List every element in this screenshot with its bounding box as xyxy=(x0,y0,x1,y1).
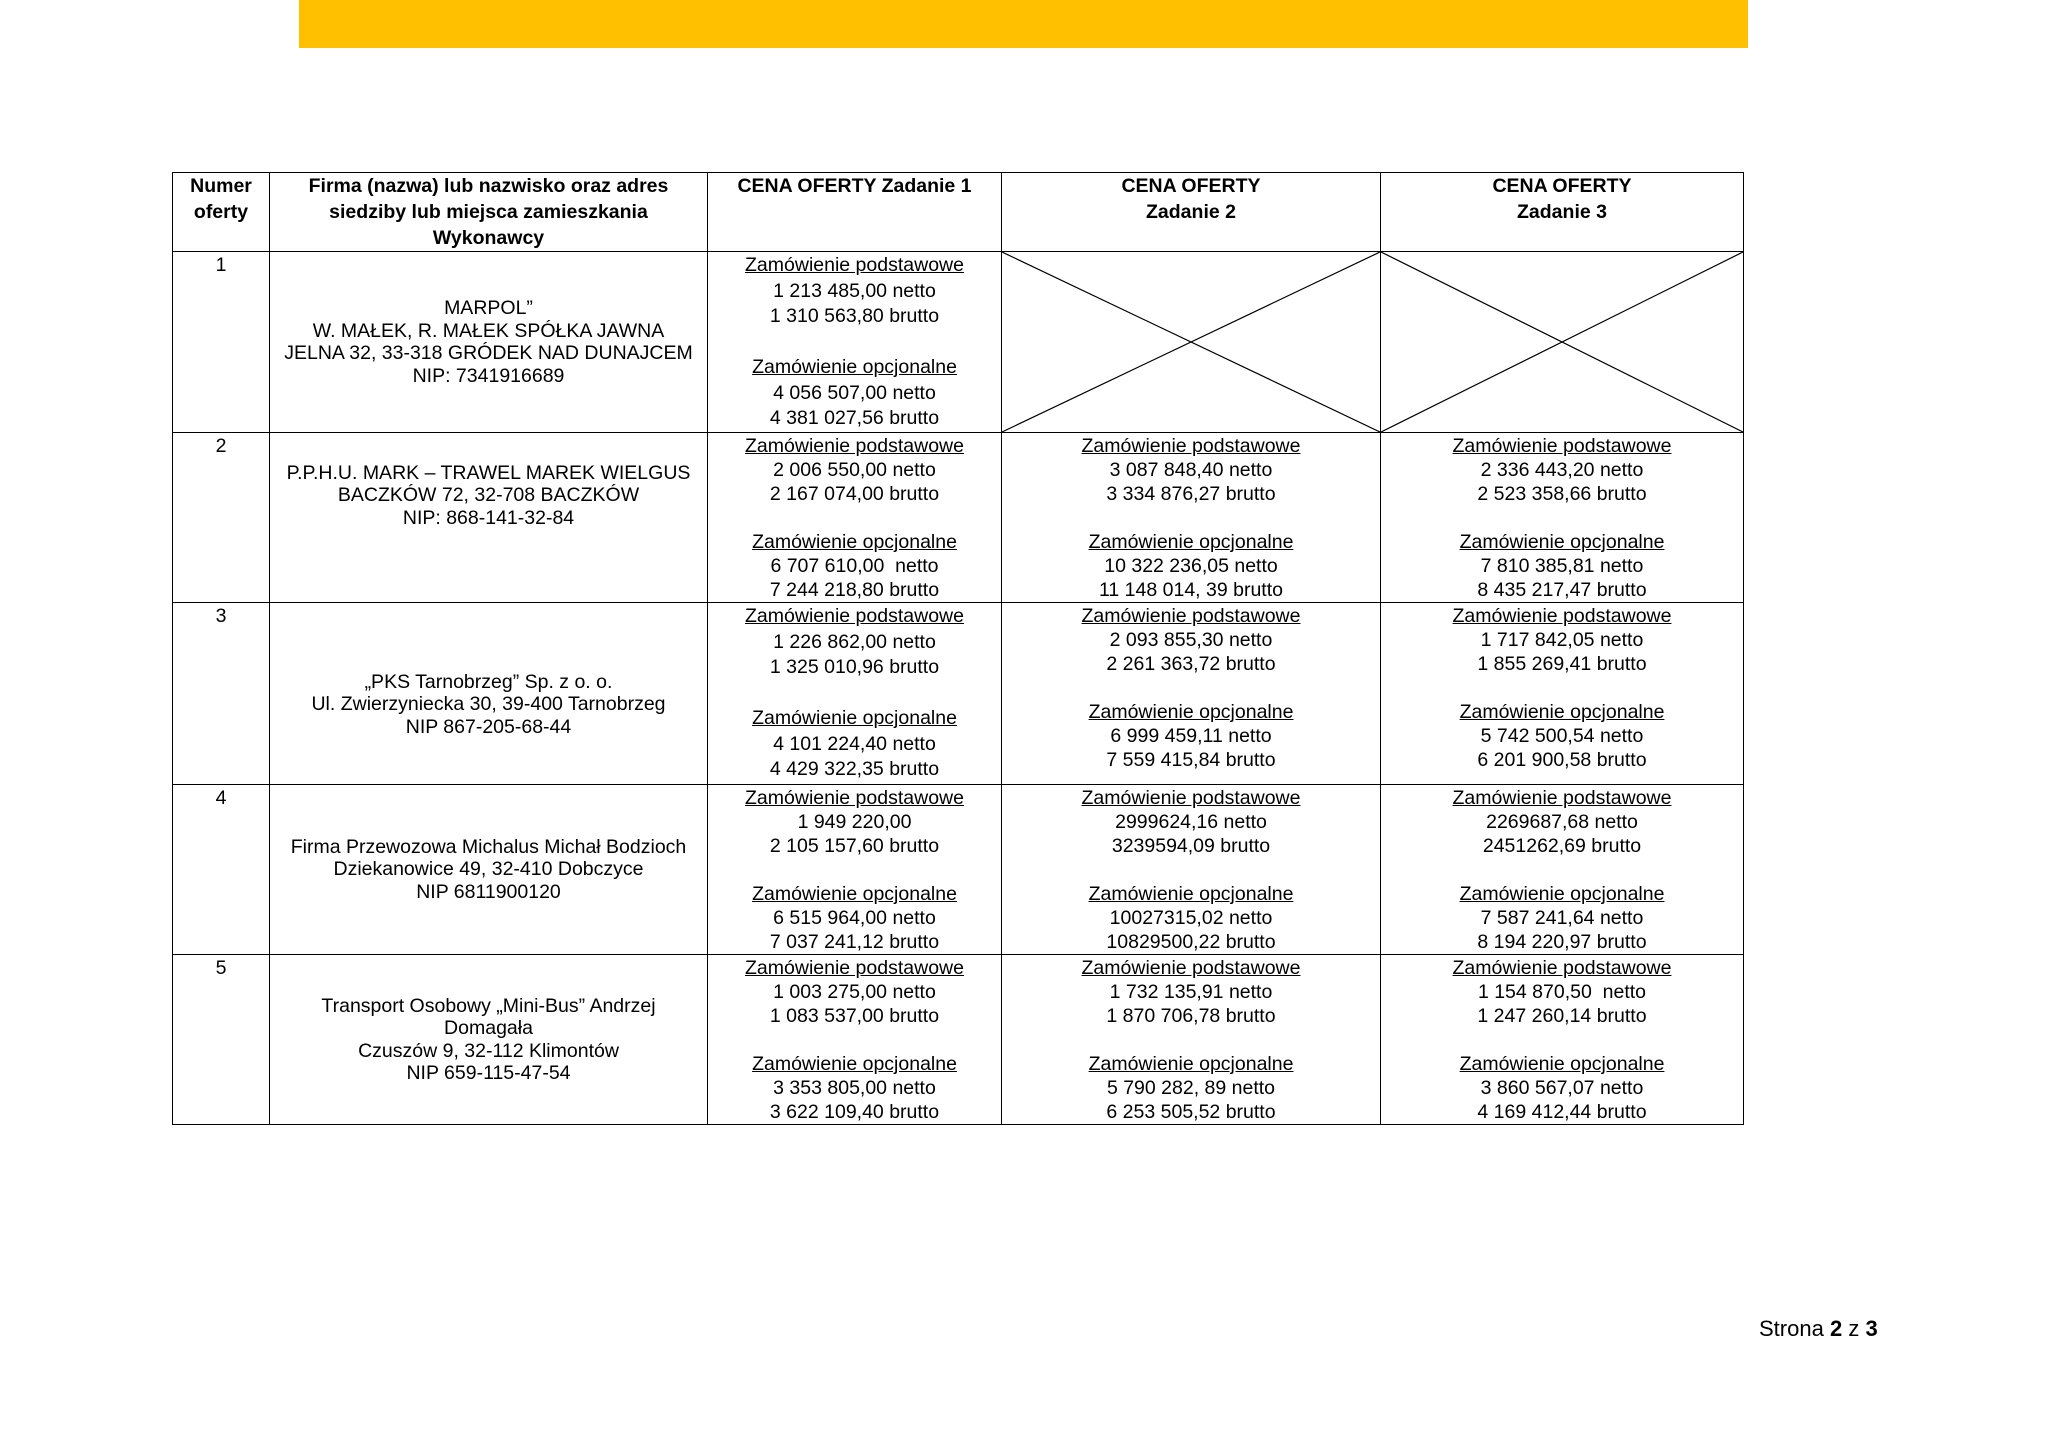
basic-gross-price: 2 261 363,72 brutto xyxy=(1106,653,1276,675)
optional-net-price: 4 101 224,40 netto xyxy=(773,732,936,755)
company-address-line: BACZKÓW 72, 32-708 BACZKÓW xyxy=(337,484,640,507)
offer-number: 5 xyxy=(215,957,227,979)
basic-gross-price: 2451262,69 brutto xyxy=(1482,835,1642,857)
optional-net-price: 6 707 610,00 netto xyxy=(770,555,939,577)
spacer xyxy=(1002,676,1380,700)
company-name-line: Firma Przewozowa Michalus Michał Bodzioch xyxy=(290,835,687,858)
optional-gross-price: 7 559 415,84 brutto xyxy=(1106,749,1276,771)
table-header-row xyxy=(173,173,1744,252)
spacer xyxy=(1381,1028,1743,1052)
company-name-line: Transport Osobowy „Mini-Bus” Andrzej xyxy=(321,994,656,1017)
optional-order-label: Zamówienie opcjonalne xyxy=(1459,883,1665,905)
spacer xyxy=(708,681,1001,707)
basic-order-label: Zamówienie podstawowe xyxy=(1452,787,1672,809)
basic-net-price: 2999624,16 netto xyxy=(1115,811,1267,833)
basic-order-label: Zamówienie podstawowe xyxy=(1081,435,1301,457)
basic-order-label: Zamówienie podstawowe xyxy=(1081,957,1301,979)
optional-gross-price: 7 244 218,80 brutto xyxy=(769,579,940,601)
optional-gross-price: 4 169 412,44 brutto xyxy=(1477,1101,1647,1123)
optional-net-price: 4 056 507,00 netto xyxy=(773,381,936,404)
spacer xyxy=(1002,506,1380,530)
task3-price-cell xyxy=(1381,785,1744,955)
basic-order-label: Zamówienie podstawowe xyxy=(1081,605,1301,627)
optional-net-price: 3 353 805,00 netto xyxy=(773,1077,936,1099)
header-line: CENA OFERTY Zadanie 1 xyxy=(737,175,972,197)
header-task3-price xyxy=(1381,173,1744,252)
optional-gross-price: 6 201 900,58 brutto xyxy=(1477,749,1647,771)
basic-gross-price: 3 334 876,27 brutto xyxy=(1106,483,1276,505)
header-line: Wykonawcy xyxy=(432,227,545,249)
offer-number: 4 xyxy=(215,787,227,809)
optional-net-price: 3 860 567,07 netto xyxy=(1480,1077,1644,1099)
offer-number-cell xyxy=(173,252,270,433)
total-pages: 3 xyxy=(1865,1316,1878,1341)
cross-out-mark xyxy=(1381,252,1743,432)
offer-number-cell xyxy=(173,955,270,1125)
optional-order-label: Zamówienie opcjonalne xyxy=(752,707,957,729)
offer-number-cell xyxy=(173,603,270,785)
header-line: Zadanie 3 xyxy=(1517,201,1607,223)
current-page: 2 xyxy=(1829,1316,1843,1341)
cross-out-mark xyxy=(1002,252,1380,432)
task2-price-cell xyxy=(1002,603,1381,785)
optional-net-price: 7 810 385,81 netto xyxy=(1480,555,1644,577)
task1-price-cell xyxy=(708,955,1002,1125)
company-nip-line: NIP: 868-141-32-84 xyxy=(402,506,575,529)
header-company xyxy=(270,173,708,252)
basic-order-label: Zamówienie podstawowe xyxy=(745,605,964,627)
table-row xyxy=(173,603,1744,785)
task1-price-cell xyxy=(708,433,1002,603)
top-accent-bar xyxy=(299,0,1748,48)
task2-price-cell xyxy=(1002,785,1381,955)
offers-table xyxy=(172,172,1744,1125)
spacer xyxy=(1381,506,1743,530)
optional-order-label: Zamówienie opcjonalne xyxy=(1459,701,1665,723)
optional-gross-price: 8 435 217,47 brutto xyxy=(1477,579,1647,601)
optional-gross-price: 8 194 220,97 brutto xyxy=(1477,931,1647,953)
basic-order-label: Zamówienie podstawowe xyxy=(1452,435,1672,457)
header-line: CENA OFERTY xyxy=(1492,175,1632,197)
basic-net-price: 2 006 550,00 netto xyxy=(773,459,936,481)
company-address-line: JELNA 32, 33-318 GRÓDEK NAD DUNAJCEM xyxy=(284,342,693,364)
optional-net-price: 10 322 236,05 netto xyxy=(1104,555,1278,577)
task3-price-cell xyxy=(1381,433,1744,603)
optional-net-price: 5 790 282, 89 netto xyxy=(1106,1077,1276,1099)
optional-gross-price: 11 148 014, 39 brutto xyxy=(1099,579,1283,601)
spacer xyxy=(708,330,1001,356)
header-line: Firma (nazwa) lub nazwisko oraz adres xyxy=(308,175,669,197)
task1-price-cell xyxy=(708,785,1002,955)
basic-order-label: Zamówienie podstawowe xyxy=(1081,787,1301,809)
company-address-line: Dziekanowice 49, 32-410 Dobczyce xyxy=(333,858,644,881)
basic-net-price: 1 732 135,91 netto xyxy=(1109,981,1273,1003)
spacer xyxy=(1002,858,1380,882)
basic-order-label: Zamówienie podstawowe xyxy=(745,787,964,809)
task2-crossed-cell xyxy=(1002,252,1381,433)
basic-gross-price: 2 105 157,60 brutto xyxy=(769,835,940,857)
task1-price-cell xyxy=(708,603,1002,785)
basic-gross-price: 1 325 010,96 brutto xyxy=(769,656,940,678)
table-row xyxy=(173,785,1744,955)
basic-net-price: 2 093 855,30 netto xyxy=(1109,629,1273,651)
basic-net-price: 1 949 220,00 xyxy=(797,811,912,833)
company-cell xyxy=(270,603,708,785)
basic-gross-price: 1 083 537,00 brutto xyxy=(769,1005,940,1027)
company-nip-line: NIP 867-205-68-44 xyxy=(405,715,572,738)
spacer xyxy=(1381,676,1743,700)
optional-order-label: Zamówienie opcjonalne xyxy=(752,531,957,553)
optional-gross-price: 4 429 322,35 brutto xyxy=(769,758,940,780)
optional-order-label: Zamówienie opcjonalne xyxy=(1088,531,1294,553)
offer-number: 2 xyxy=(215,435,227,457)
table-row xyxy=(173,252,1744,433)
optional-gross-price: 7 037 241,12 brutto xyxy=(769,931,940,953)
optional-net-price: 10027315,02 netto xyxy=(1109,907,1273,929)
task1-price-cell xyxy=(708,252,1002,433)
company-name-line: Domagała xyxy=(444,1017,533,1039)
basic-order-label: Zamówienie podstawowe xyxy=(745,957,964,979)
company-address-line: Czuszów 9, 32-112 Klimontów xyxy=(358,1039,619,1062)
header-offer-number xyxy=(173,173,270,252)
optional-order-label: Zamówienie opcjonalne xyxy=(752,883,957,905)
task3-price-cell xyxy=(1381,955,1744,1125)
table-row xyxy=(173,433,1744,603)
optional-order-label: Zamówienie opcjonalne xyxy=(1088,701,1294,723)
basic-net-price: 2269687,68 netto xyxy=(1486,811,1638,833)
spacer xyxy=(1381,858,1743,882)
header-task1-price xyxy=(708,173,1002,252)
company-nip-line: NIP 659-115-47-54 xyxy=(406,1062,571,1084)
optional-net-price: 6 999 459,11 netto xyxy=(1110,725,1272,747)
company-cell xyxy=(270,433,708,603)
company-nip-line: NIP 6811900120 xyxy=(416,880,561,903)
basic-net-price: 2 336 443,20 netto xyxy=(1480,459,1644,481)
company-address-line: Ul. Zwierzyniecka 30, 39-400 Tarnobrzeg xyxy=(311,693,666,716)
optional-order-label: Zamówienie opcjonalne xyxy=(1088,883,1294,905)
optional-gross-price: 3 622 109,40 brutto xyxy=(769,1101,940,1123)
optional-gross-price: 10829500,22 brutto xyxy=(1106,931,1276,953)
optional-order-label: Zamówienie opcjonalne xyxy=(752,1053,957,1075)
offer-number-cell xyxy=(173,433,270,603)
basic-order-label: Zamówienie podstawowe xyxy=(1452,957,1672,979)
optional-net-price: 7 587 241,64 netto xyxy=(1480,907,1644,929)
header-line: oferty xyxy=(193,201,249,223)
task3-crossed-cell xyxy=(1381,252,1744,433)
basic-order-label: Zamówienie podstawowe xyxy=(745,254,964,276)
company-name-line: MARPOL” xyxy=(444,297,533,319)
basic-net-price: 1 213 485,00 netto xyxy=(773,279,936,302)
basic-gross-price: 1 855 269,41 brutto xyxy=(1477,653,1647,675)
optional-gross-price: 6 253 505,52 brutto xyxy=(1106,1101,1276,1123)
task3-price-cell xyxy=(1381,603,1744,785)
spacer xyxy=(708,506,1001,530)
header-line: Zadanie 2 xyxy=(1146,201,1236,223)
company-name-line: W. MAŁEK, R. MAŁEK SPÓŁKA JAWNA xyxy=(312,319,665,342)
company-cell xyxy=(270,252,708,433)
company-name-line: P.P.H.U. MARK – TRAWEL MAREK WIELGUS xyxy=(286,461,691,484)
optional-order-label: Zamówienie opcjonalne xyxy=(1088,1053,1294,1075)
spacer xyxy=(708,858,1001,882)
optional-order-label: Zamówienie opcjonalne xyxy=(1459,1053,1665,1075)
task2-price-cell xyxy=(1002,955,1381,1125)
optional-order-label: Zamówienie opcjonalne xyxy=(1459,531,1665,553)
page-word: Strona xyxy=(1759,1316,1824,1341)
header-line: Numer xyxy=(190,175,252,197)
spacer xyxy=(708,1028,1001,1052)
basic-order-label: Zamówienie podstawowe xyxy=(1452,605,1672,627)
optional-net-price: 6 515 964,00 netto xyxy=(773,907,936,929)
basic-net-price: 1 154 870,50 netto xyxy=(1477,981,1647,1003)
header-line: CENA OFERTY xyxy=(1121,175,1261,197)
spacer xyxy=(1002,1028,1380,1052)
company-name-line: „PKS Tarnobrzeg” Sp. z o. o. xyxy=(364,670,613,693)
basic-gross-price: 3239594,09 brutto xyxy=(1111,835,1271,857)
basic-gross-price: 1 247 260,14 brutto xyxy=(1477,1005,1647,1027)
optional-gross-price: 4 381 027,56 brutto xyxy=(769,407,940,429)
basic-gross-price: 1 310 563,80 brutto xyxy=(769,305,940,327)
optional-net-price: 5 742 500,54 netto xyxy=(1480,725,1644,747)
company-cell xyxy=(270,955,708,1125)
basic-net-price: 3 087 848,40 netto xyxy=(1109,459,1273,481)
basic-net-price: 1 226 862,00 netto xyxy=(773,630,936,653)
basic-gross-price: 1 870 706,78 brutto xyxy=(1106,1005,1276,1027)
offer-number: 1 xyxy=(215,254,227,276)
header-task2-price xyxy=(1002,173,1381,252)
offer-number: 3 xyxy=(215,605,227,627)
header-line: siedziby lub miejsca zamieszkania xyxy=(329,201,648,223)
company-cell xyxy=(270,785,708,955)
offer-number-cell xyxy=(173,785,270,955)
basic-net-price: 1 003 275,00 netto xyxy=(773,981,936,1003)
basic-net-price: 1 717 842,05 netto xyxy=(1480,629,1644,651)
page-of-word: z xyxy=(1848,1316,1860,1341)
optional-order-label: Zamówienie opcjonalne xyxy=(752,356,957,378)
basic-gross-price: 2 523 358,66 brutto xyxy=(1477,483,1647,505)
table-row xyxy=(173,955,1744,1125)
basic-gross-price: 2 167 074,00 brutto xyxy=(769,483,940,505)
task2-price-cell xyxy=(1002,433,1381,603)
page-number xyxy=(1759,1316,1878,1342)
basic-order-label: Zamówienie podstawowe xyxy=(745,435,964,457)
company-nip-line: NIP: 7341916689 xyxy=(412,364,565,387)
